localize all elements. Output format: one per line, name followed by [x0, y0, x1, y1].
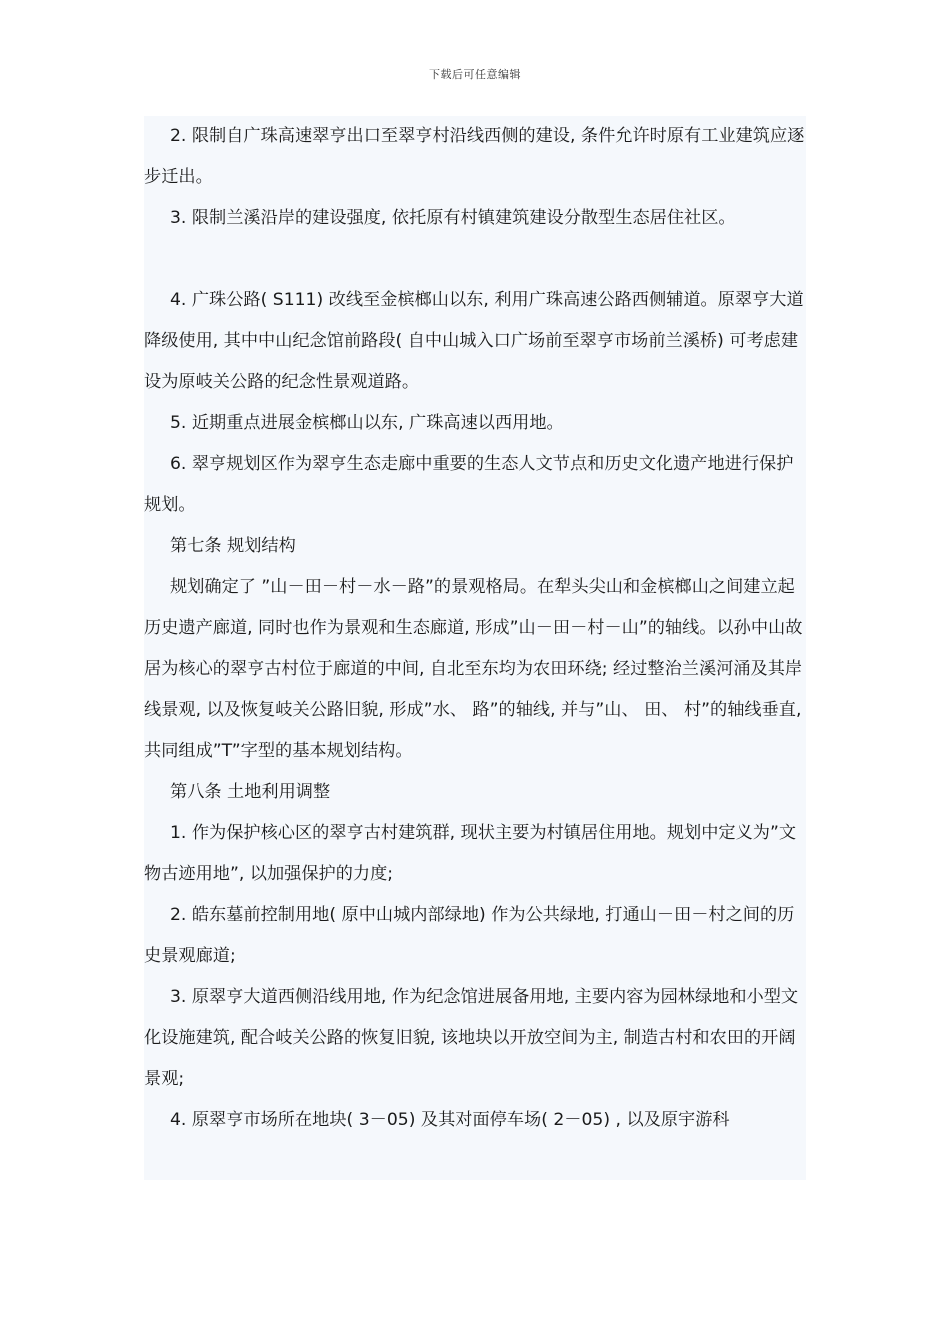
paragraph-item-6: 6. 翠亨规划区作为翠亨生态走廊中重要的生态人文节点和历史文化遗产地进行保护规划。 — [144, 454, 794, 515]
section-heading-article-7: 第七条 规划结构 — [170, 536, 296, 556]
paragraph-land-use-1: 1. 作为保护核心区的翠亨古村建筑群, 现状主要为村镇居住用地。规划中定义为”文物古迹用地”, 以加强保护的力度; — [144, 823, 797, 884]
paragraph-land-use-4: 4. 原翠亨市场所在地块( 3－05) 及其对面停车场( 2－05) , 以及原宇游科 — [170, 1110, 730, 1130]
paragraph-land-use-2: 2. 皓东墓前控制用地( 原中山城内部绿地) 作为公共绿地, 打通山－田－村之间的历史景观廊道; — [144, 905, 795, 966]
paragraph-spacer — [144, 239, 806, 280]
paragraph-item-4: 4. 广珠公路( S111) 改线至金槟榔山以东, 利用广珠高速公路西侧辅道。原翠亨大道降级使用, 其中中山纪念馆前路段( 自中山城入口广场前至翠亨市场前兰溪桥) 可考虑建设为原岐关公路的纪念性景观道路。 — [144, 290, 804, 392]
paragraph-item-2: 2. 限制自广珠高速翠亨出口至翠亨村沿线西侧的建设, 条件允许时原有工业建筑应逐步迁出。 — [144, 126, 805, 187]
document-body — [144, 116, 806, 1180]
paragraph-land-use-3: 3. 原翠亨大道西侧沿线用地, 作为纪念馆进展备用地, 主要内容为园林绿地和小型文化设施建筑, 配合岐关公路的恢复旧貌, 该地块以开放空间为主, 制造古村和农田的开阔景观; — [144, 987, 799, 1089]
paragraph-item-5: 5. 近期重点进展金槟榔山以东, 广珠高速以西用地。 — [170, 413, 564, 433]
section-heading-article-8: 第八条 土地利用调整 — [170, 782, 331, 802]
page-header-note: 下载后可任意编辑 — [429, 68, 521, 81]
paragraph-item-3: 3. 限制兰溪沿岸的建设强度, 依托原有村镇建筑建设分散型生态居住社区。 — [170, 208, 736, 228]
paragraph-planning-structure: 规划确定了 ”山－田－村－水－路”的景观格局。在犁头尖山和金槟榔山之间建立起历史遗产廊道, 同时也作为景观和生态廊道, 形成”山－田－村－山”的轴线。以孙中山故居为核心的翠亨古村位于廊道的中间, 自北至东均为农田环绕; 经过整治兰溪河涌及其岸线景观, 以及恢复岐关公路旧貌, 形成”水、 路”的轴线, 并与”山、 田、 村”的轴线垂直, 共同组成”T”字型的基本规划结构。 — [144, 577, 803, 761]
